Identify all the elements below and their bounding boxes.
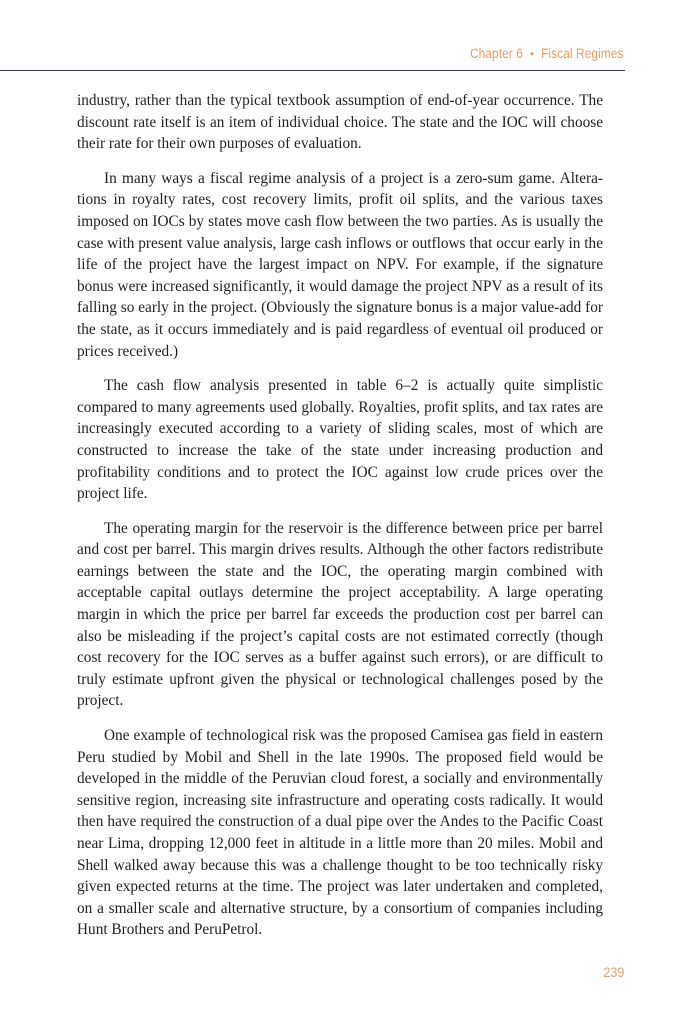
running-head [470,46,624,61]
paragraph-cash-flow: The cash flow analysis presented in table 6–2 is actually quite simplistic compared to many agreements used globally. Royalties, profit splits, and tax rates are increasingly executed according to a variety of sliding scales, most of which are constructed to increase the take of the state under increasing production and profitability conditions and to protect the IOC against low crude prices over the project life. [77,377,603,503]
page-number: 239 [602,964,624,980]
body-text [77,90,603,954]
chapter-label: Chapter 6 [470,46,524,61]
paragraph-camisea: One example of technological risk was the proposed Camisea gas field in eastern Peru studied by Mobil and Shell in the late 1990s. The proposed field would be developed in the middle of the Peruvian cloud forest, a socially and environmentally sensitive region, increasing site infrastructure and operating costs radically. It would then have required the construction of a dual pipe over the Andes to the Pacific Coast near Lima, dropping 12,000 feet in altitude in a little more than 20 miles. Mobil and Shell walked away because this was a challenge thought to be too technically risky given expected returns at the time. The project was later undertaken and completed, on a smaller scale and alternative structure, by a consortium of companies including Hunt Brothers and PeruPetrol. [77,727,603,939]
header-rule [0,70,625,71]
paragraph-continued: industry, rather than the typical textbook assumption of end-of-year occurrence. The discount rate itself is an item of individual choice. The state and the IOC will choose their rate for their own purposes of evaluation. [77,92,603,153]
section-title: Fiscal Regimes [541,46,624,61]
paragraph-operating-margin: The operating margin for the reservoir is the difference between price per barrel and cost per barrel. This margin drives results. Although the other factors redistribute earnings between the state and the IOC, the operating margin combined with acceptable capital outlays determine the project acceptability. A large operating margin in which the price per barrel far exceeds the production cost per barrel can also be misleading if the project’s capital costs are not estimated correctly (though cost recovery for the IOC serves as a buffer against such errors), or are difficult to truly estimate upfront given the physical or technological challenges posed by the project. [77,519,603,710]
paragraph-zero-sum: In many ways a fiscal regime analysis of a project is a zero-sum game. Alterations in royalty rates, cost recovery limits, profit oil splits, and the various taxes imposed on IOCs by states move cash flow between the two parties. As is usually the case with present value analysis, large cash inflows or outflows that occur early in the life of the project have the largest impact on NPV. For example, if the signature bonus were increased significantly, it would damage the project NPV as a result of its falling so early in the project. (Obviously the signature bonus is a major value-add for the state, as it occurs immediately and is paid regardless of eventual oil produced or prices received.) [77,169,603,360]
separator-bullet: • [530,46,535,61]
